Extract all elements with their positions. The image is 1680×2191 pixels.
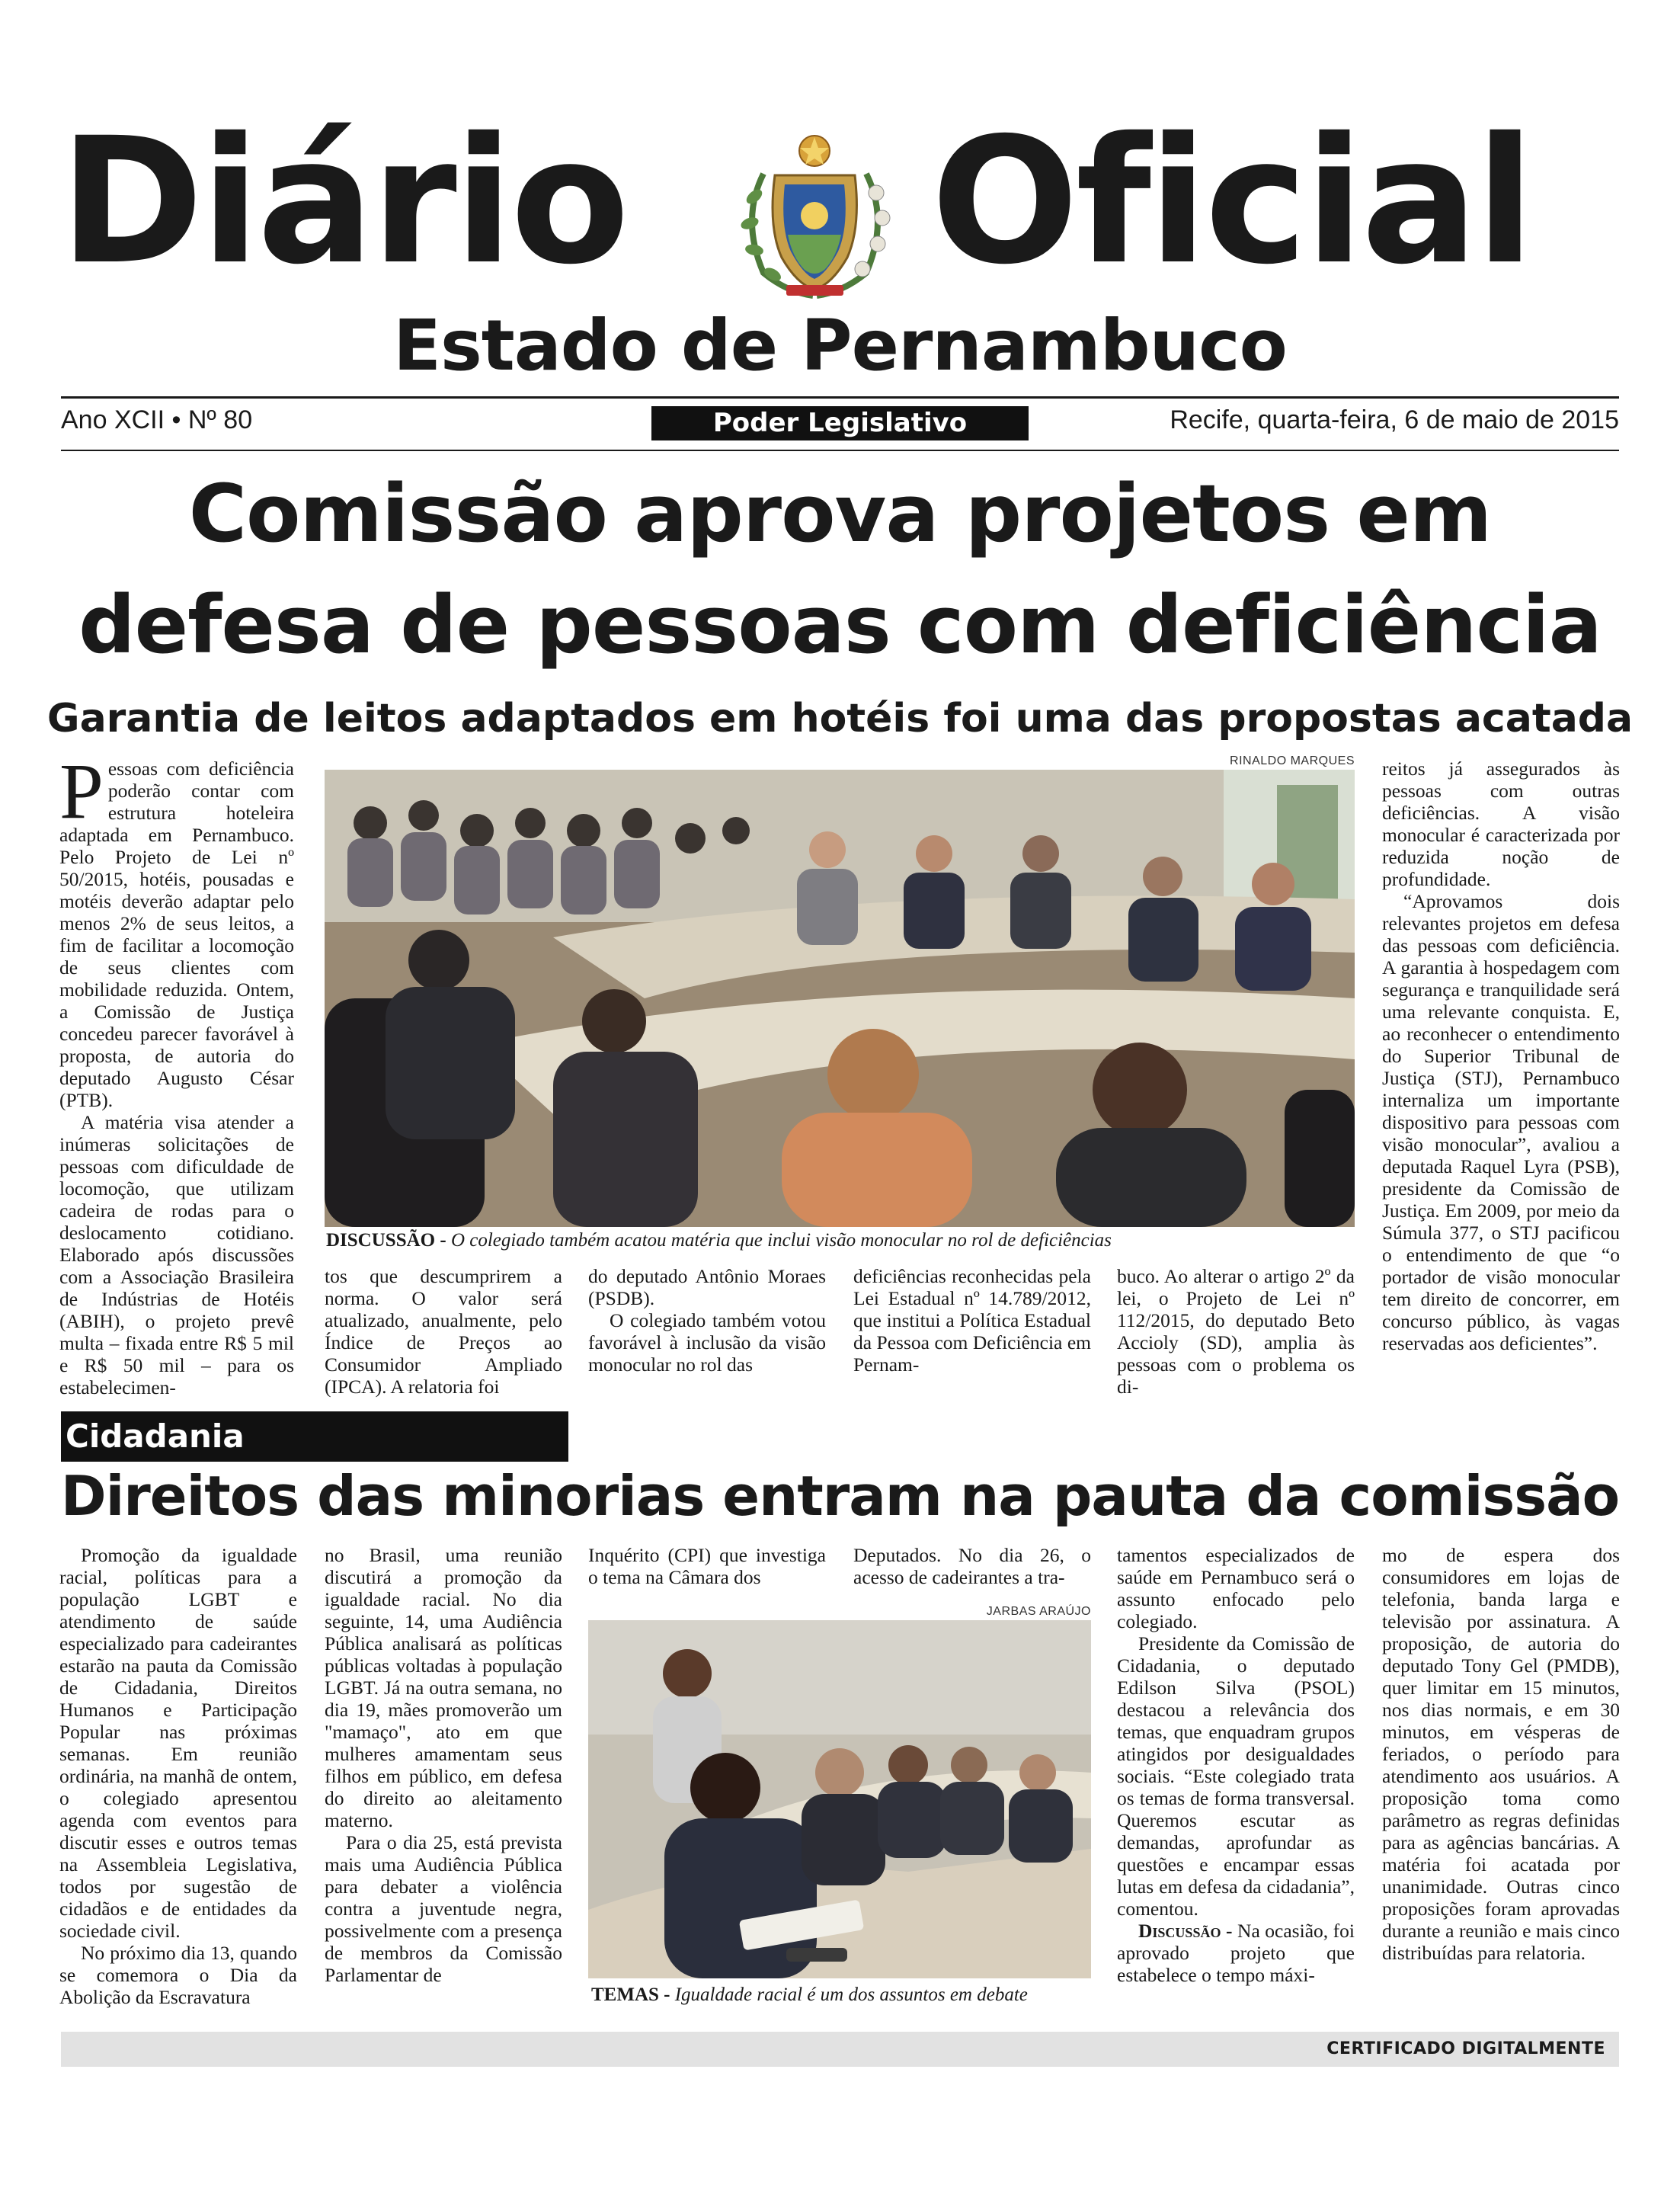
lead-column-3 <box>588 1265 826 1376</box>
lead-column-5 <box>1117 1265 1355 1398</box>
second-col1-para-2: No próximo dia 13, quando se comemora o Dia da Abolição da Escravatura <box>59 1942 297 2008</box>
second-col5-para-2: Presidente da Comissão de Cidadania, o deputado Edilson Silva (PSOL) destacou a relevância dos temas, que enquadram grupos atingidos por desigualdades sociais. “Este colegiado trata os temas de forma transversal. Queremos escutar as demandas, aprofundar as questões e encampar essas lutas em defesa da cidadania”, comentou. <box>1117 1632 1355 1920</box>
lead-col4-text: deficiências reconhecidas pela Lei Estadual nº 14.789/2012, que institui a Política Estadual da Pessoa com Deficiência em Pernam- <box>853 1265 1091 1376</box>
second-col5-para-1: tamentos especializados de saúde em Pernambuco será o assunto enfocado pelo colegiado. <box>1117 1544 1355 1632</box>
masthead-bottom-rule <box>61 450 1619 451</box>
lead-col1-para-1: essoas com deficiência poderão contar com estrutura hoteleira adaptada em Pernambuco. Pelo Projeto de Lei nº 50/2015, hotéis, pousadas e motéis deverão adaptar pelo menos 2% de seus leitos, a fim de facilitar a locomoção de seus clientes com mobilidade reduzida. Ontem, a Comissão de Justiça concedeu parecer favorável à proposta, de autoria do deputado Augusto César (PTB). <box>59 758 294 1111</box>
lead-col5-text: buco. Ao alterar o artigo 2º da lei, o Projeto de Lei nº 112/2015, do deputado Beto Accioly (SD), amplia às pessoas com o problema os di- <box>1117 1265 1355 1398</box>
second-col5-para-3: Na ocasião, foi aprovado projeto que estabelece o tempo máxi- <box>1117 1920 1355 1986</box>
footer-bar <box>61 2032 1619 2067</box>
second-column-5 <box>1117 1544 1355 1986</box>
digital-certificate-label: CERTIFICADO DIGITALMENTE <box>1326 2039 1605 2058</box>
caption-label: DISCUSSÃO - <box>326 1230 446 1251</box>
meeting-photo <box>325 770 1355 1227</box>
lead-col3-para-1: do deputado Antônio Moraes (PSDB). <box>588 1265 826 1309</box>
masthead-subtitle: Estado de Pernambuco <box>393 305 1287 386</box>
photo-credit: RINALDO MARQUES <box>1230 754 1355 767</box>
caption-text: O colegiado também acatou matéria que inclui visão monocular no rol de deficiências <box>450 1230 1112 1251</box>
lead-column-4 <box>853 1265 1091 1376</box>
lead-col3-para-2: O colegiado também votou favorável à inclusão da visão monocular no rol das <box>588 1309 826 1376</box>
masthead-top-rule <box>61 396 1619 399</box>
publication-date: Recife, quarta-feira, 6 de maio de 2015 <box>1170 405 1619 434</box>
second-col2-para-1: no Brasil, uma reunião discutirá a promoção da igualdade racial. No dia seguinte, 14, uma Audiência Pública analisará as políticas públicas voltadas à população LGBT. Já na outra semana, no dia 19, mães promoverão um "mamaço", ato em que mulheres amamentam seus filhos em público, em defesa do direito ao aleitamento materno. <box>325 1544 562 1831</box>
lead-subheadline: Garantia de leitos adaptados em hotéis foi uma das propostas acatada <box>46 696 1634 742</box>
caption-label-2: TEMAS - <box>591 1984 670 2005</box>
lead-col2-text: tos que descumprirem a norma. O valor será atualizado, anualmente, pelo Índice de Preços ao Consumidor Ampliado (IPCA). A relatoria foi <box>325 1265 562 1398</box>
lead-photo-caption <box>326 1230 1112 1251</box>
cidadania-photo <box>588 1620 1091 1978</box>
second-col1-para-1: Promoção da igualdade racial, políticas para a população LGBT e atendimento de saúde especializado para cadeirantes estarão na pauta da Comissão de Cidadania, Direitos Humanos e Participação Popular nas próximas semanas. Em reunião ordinária, na manhã de ontem, o colegiado apresentou agenda com eventos para discutir esses e outros temas na Assembleia Legislativa, todos por sugestão de cidadãos e de entidades da sociedade civil. <box>59 1544 297 1942</box>
second-col6-text: mo de espera dos consumidores em lojas de telefonia, banda larga e televisão por assinatura. A proposição, de autoria do deputado Tony Gel (PMDB), quer limitar em 15 minutos, nos dias normais, e em 30 minutos, em vésperas de feriados, o período para atendimento aos usuários. A proposição toma como parâmetro as regras definidas para as agências bancárias. A matéria foi acatada por unanimidade. Outras cinco proposições foram aprovadas durante a reunião e mais cinco distribuídas para relatoria. <box>1382 1544 1620 1964</box>
lead-column-6 <box>1382 758 1620 1354</box>
discussao-label: Discussão - <box>1138 1920 1233 1942</box>
issue-number: Ano XCII • Nº 80 <box>61 405 253 434</box>
second-column-6 <box>1382 1544 1620 1964</box>
lead-column-1 <box>59 748 294 1398</box>
second-headline: Direitos das minorias entram na pauta da comissão <box>60 1464 1620 1528</box>
lead-column-2 <box>325 1265 562 1398</box>
second-column-3 <box>588 1544 826 1588</box>
lead-col6-para-2: “Aprovamos dois relevantes projetos em defesa das pessoas com deficiência. A garantia à hospedagem com segurança e tranquilidade será uma relevante conquista. E, ao reconhecer o entendimento do Superior Tribunal de Justiça (STJ), Pernambuco internaliza um importante dispositivo para pessoas com visão monocular”, avaliou a deputada Raquel Lyra (PSB), presidente da Comissão de Justiça. Em 2009, por meio da Súmula 377, o STJ pacificou o entendimento de que “o portador de visão monocular tem direito de concorrer, em concurso público, às vagas reservadas aos deficientes”. <box>1382 890 1620 1354</box>
section-label-cidadania: Cidadania <box>61 1411 568 1462</box>
section-badge: Poder Legislativo <box>651 406 1029 440</box>
masthead-title-left: Diário <box>59 100 627 303</box>
second-col2-para-2: Para o dia 25, está prevista mais uma Audiência Pública para debater a violência contra a juventude negra, possivelmente com a presença de membros da Comissão Parlamentar de <box>325 1831 562 1986</box>
lead-col1-para-2: A matéria visa atender a inúmeras solicitações de pessoas com dificuldade de locomoção, que utilizam cadeira de rodas para o deslocamento cotidiano. Elaborado após discussões com a Associação Brasileira de Indústrias de Hotéis (ABIH), o projeto prevê multa – fixada entre R$ 5 mil e R$ 50 mil – para os estabelecimen- <box>59 1111 294 1398</box>
second-photo-caption <box>591 1984 1028 2006</box>
second-col4-text: Deputados. No dia 26, o acesso de cadeirantes a tra- <box>853 1544 1091 1588</box>
second-column-2 <box>325 1544 562 1986</box>
state-coat-of-arms <box>733 128 897 303</box>
photo-credit-2: JARBAS ARAÚJO <box>986 1605 1091 1618</box>
drop-cap: P <box>59 748 104 835</box>
caption-text-2: Igualdade racial é um dos assuntos em debate <box>674 1984 1028 2005</box>
lead-col6-para-1: reitos já assegurados às pessoas com outras deficiências. A visão monocular é caracterizada por reduzida noção de profundidade. <box>1382 758 1620 890</box>
masthead-title-right: Oficial <box>931 100 1532 303</box>
second-column-1 <box>59 1544 297 2008</box>
lead-headline-line-2: defesa de pessoas com deficiência <box>78 578 1602 671</box>
lead-headline-line-1: Comissão aprova projetos em <box>188 467 1492 560</box>
second-col3-text: Inquérito (CPI) que investiga o tema na Câmara dos <box>588 1544 826 1588</box>
second-column-4 <box>853 1544 1091 1588</box>
